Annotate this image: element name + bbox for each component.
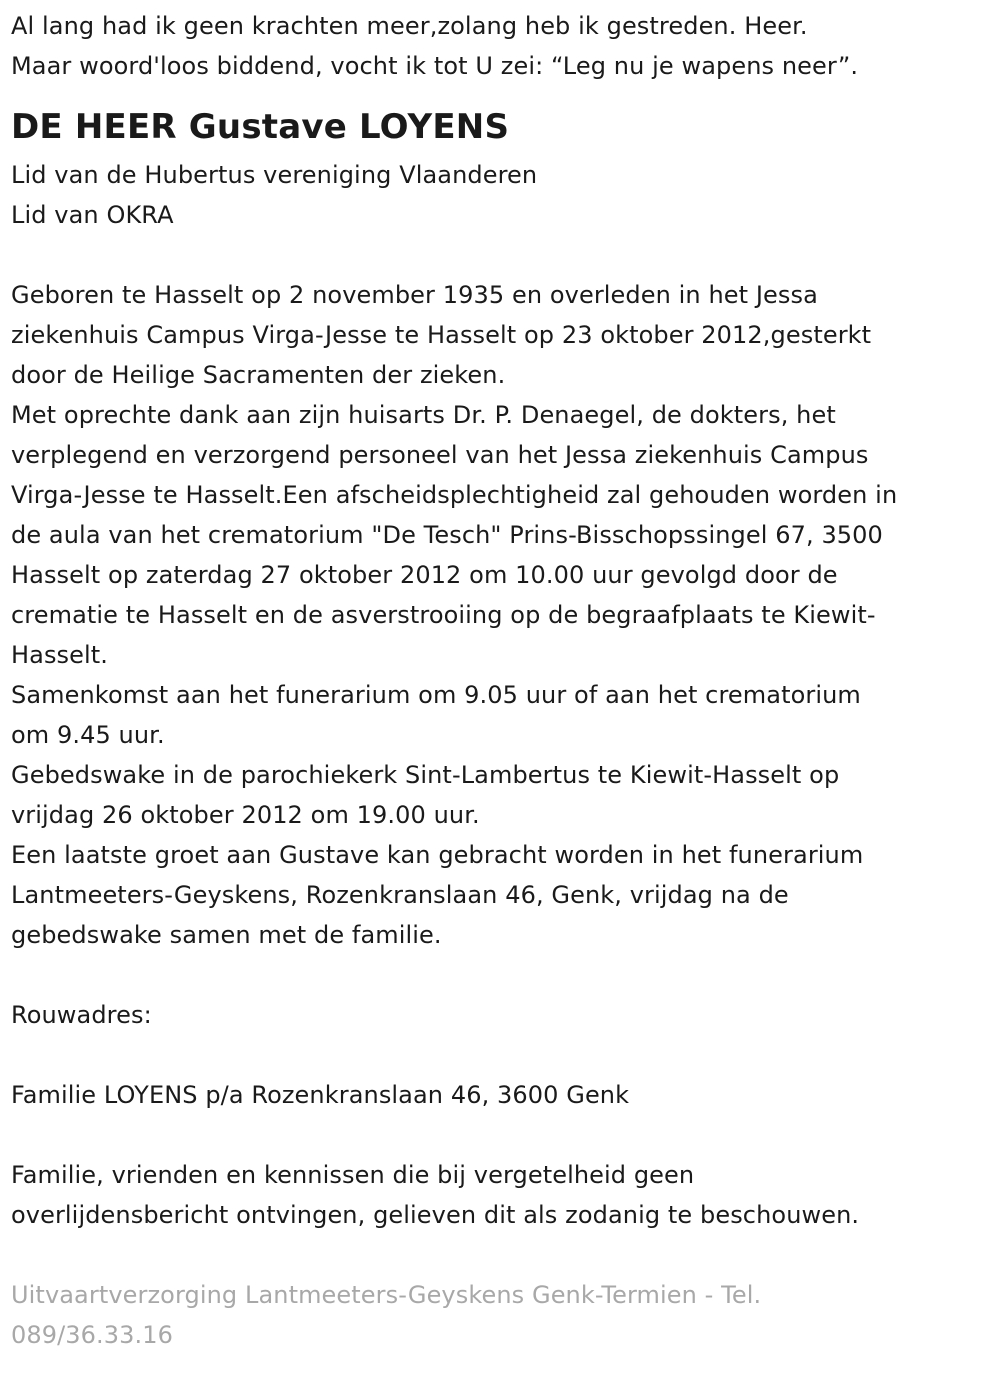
poem-line: Maar woord'loos biddend, vocht ik tot U zei: “Leg nu je wapens neer”. (11, 52, 859, 80)
closing-line: Familie, vrienden en kennissen die bij vergetelheid geen (11, 1161, 695, 1189)
body-line: crematie te Hasselt en de asverstrooiing op de begraafplaats te Kiewit- (11, 601, 876, 629)
closing-line: overlijdensbericht ontvingen, gelieven dit als zodanig te beschouwen. (11, 1201, 860, 1229)
body-line: om 9.45 uur. (11, 721, 165, 749)
body-line: ziekenhuis Campus Virga-Jesse te Hasselt op 23 oktober 2012,gesterkt (11, 321, 872, 349)
body-line: Samenkomst aan het funerarium om 9.05 uur of aan het crematorium (11, 681, 861, 709)
body-line: vrijdag 26 oktober 2012 om 19.00 uur. (11, 801, 480, 829)
poem-line: Al lang had ik geen krachten meer,zolang heb ik gestreden. Heer. (11, 12, 808, 40)
rouwadres-label: Rouwadres: (11, 1001, 152, 1029)
footer-line: 089/36.33.16 (11, 1321, 173, 1349)
spacer (11, 1115, 986, 1155)
spacer (11, 1235, 986, 1275)
body-line: de aula van het crematorium "De Tesch" Prins-Bisschopssingel 67, 3500 (11, 521, 883, 549)
body-line: Een laatste groet aan Gustave kan gebracht worden in het funerarium (11, 841, 864, 869)
spacer (11, 955, 986, 995)
spacer (11, 235, 986, 275)
body-line: verplegend en verzorgend personeel van het Jessa ziekenhuis Campus (11, 441, 869, 469)
obituary-notice (11, 6, 986, 1355)
body-line: Hasselt op zaterdag 27 oktober 2012 om 10.00 uur gevolgd door de (11, 561, 838, 589)
footer-line: Uitvaartverzorging Lantmeeters-Geyskens Genk-Termien - Tel. (11, 1281, 762, 1309)
body-line: door de Heilige Sacramenten der zieken. (11, 361, 506, 389)
body-text (11, 275, 986, 955)
body-line: Lantmeeters-Geyskens, Rozenkranslaan 46, Genk, vrijdag na de (11, 881, 789, 909)
poem (11, 6, 986, 86)
body-line: Hasselt. (11, 641, 109, 669)
membership-line: Lid van de Hubertus vereniging Vlaanderen (11, 161, 538, 189)
body-line: Gebedswake in de parochiekerk Sint-Lambertus te Kiewit-Hasselt op (11, 761, 840, 789)
deceased-name: DE HEER Gustave LOYENS (11, 107, 510, 147)
body-line: Geboren te Hasselt op 2 november 1935 en overleden in het Jessa (11, 281, 818, 309)
funeral-home-footer (11, 1275, 986, 1355)
rouwadres-address: Familie LOYENS p/a Rozenkranslaan 46, 3600 Genk (11, 1081, 630, 1109)
memberships (11, 155, 986, 235)
body-line: Virga-Jesse te Hasselt.Een afscheidsplechtigheid zal gehouden worden in (11, 481, 898, 509)
closing-note (11, 1155, 986, 1235)
body-line: Met oprechte dank aan zijn huisarts Dr. P. Denaegel, de dokters, het (11, 401, 836, 429)
membership-line: Lid van OKRA (11, 201, 174, 229)
spacer (11, 1035, 986, 1075)
body-line: gebedswake samen met de familie. (11, 921, 442, 949)
